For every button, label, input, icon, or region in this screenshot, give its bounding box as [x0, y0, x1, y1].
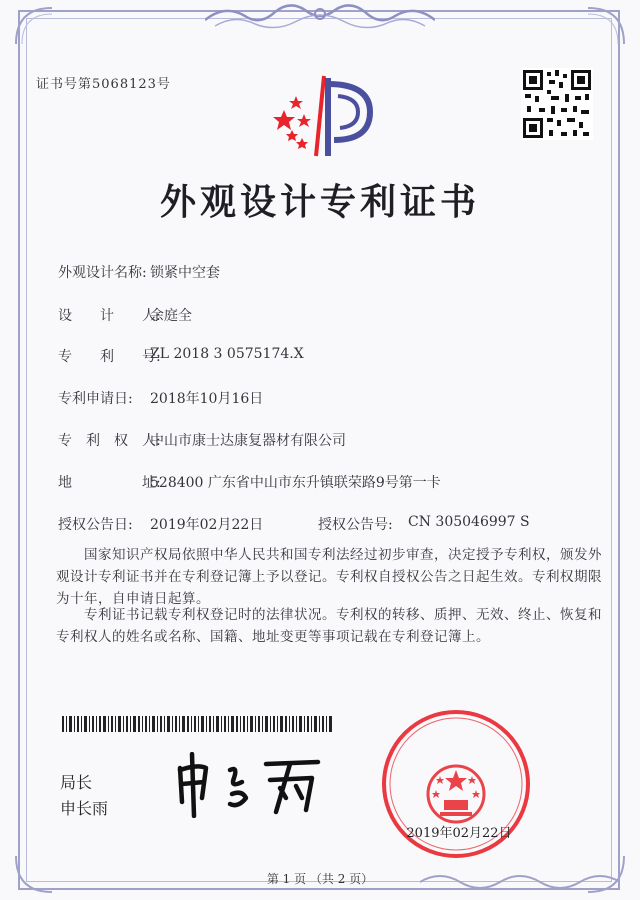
corner-ornament-tr [586, 6, 626, 46]
grant-date-value: 2019年02月22日 [150, 517, 264, 533]
grant-date-label: 授权公告日: [58, 517, 133, 533]
certificate-title: 外观设计专利证书 [159, 182, 480, 223]
grant-number-value: CN 305046997 S [408, 514, 530, 530]
patent-number-label: 专 利 号: [58, 349, 161, 365]
director-name: 申长雨 [60, 799, 109, 818]
filing-date-label: 专利申请日: [58, 391, 133, 407]
qr-code-icon [521, 68, 593, 140]
design-name-value: 锁紧中空套 [150, 265, 220, 281]
patent-number-value: ZL 2018 3 0575174.X [150, 346, 304, 362]
seal-date: 2019年02月22日 [406, 826, 512, 841]
top-ornament [205, 0, 435, 36]
address-value: 528400 广东省中山市东升镇联荣路9号第一卡 [150, 475, 441, 491]
filing-date-value: 2018年10月16日 [150, 391, 264, 407]
director-title: 局长 [60, 773, 93, 792]
director-signature [172, 752, 322, 818]
certificate-number: 证书号第5068123号 [36, 77, 171, 92]
grant-number-label: 授权公告号: [318, 517, 393, 533]
corner-ornament-tl [14, 6, 54, 46]
address-label: 地 址: [58, 475, 161, 491]
body-paragraph-1: 国家知识产权局依照中华人民共和国专利法经过初步审查，决定授予专利权，颁发外观设计专利证书并在专利登记簿上予以登记。专利权自授权公告之日起生效。专利权期限为十年，自申请日起算。 [56, 547, 602, 607]
design-name-label: 外观设计名称: [58, 265, 147, 281]
body-paragraph-2: 专利证书记载专利权登记时的法律状况。专利权的转移、质押、无效、终止、恢复和专利权人的姓名或名称、国籍、地址变更等事项记载在专利登记簿上。 [56, 607, 602, 645]
page-indicator: 第 1 页 （共 2 页） [266, 872, 374, 886]
designer-value: 余庭全 [150, 308, 192, 324]
patent-office-logo-icon [262, 70, 380, 162]
patentee-value: 中山市康士达康复器材有限公司 [150, 433, 346, 449]
patentee-label: 专 利 权 人: [58, 433, 161, 449]
designer-label: 设 计 人: [58, 308, 161, 324]
barcode-icon [62, 716, 332, 732]
